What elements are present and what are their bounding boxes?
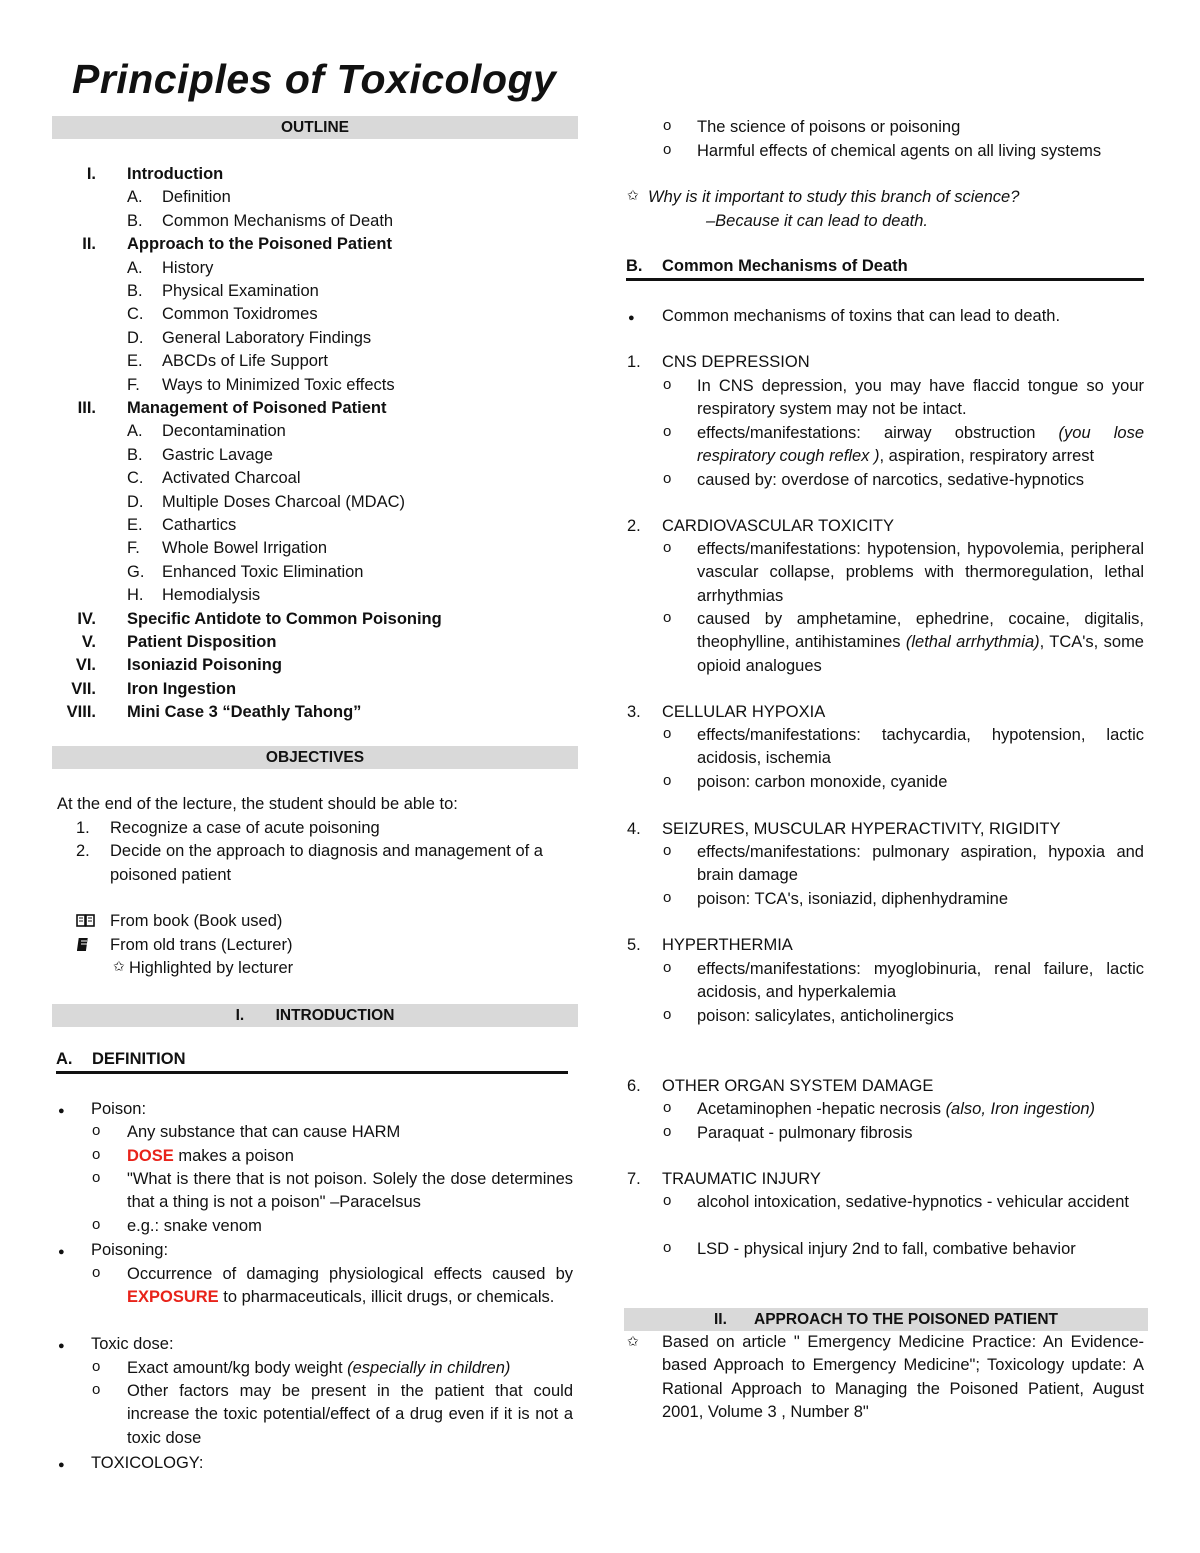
mechanism-detail: effects/manifestations: pulmonary aspiration, hypoxia and brain damage <box>697 843 1144 885</box>
ring-bullet-icon: o <box>92 1216 101 1233</box>
bullet-icon: ● <box>58 1459 65 1471</box>
outline-item-label: Physical Examination <box>162 282 319 300</box>
objective-num: 1. <box>76 819 90 837</box>
outline-section-label: Approach to the Poisoned Patient <box>127 235 392 254</box>
poison-item-text: makes a poison <box>173 1147 294 1165</box>
toxic-dose-note: (especially in children) <box>347 1359 511 1377</box>
mechanism-detail: LSD - physical injury 2nd to fall, combative behavior <box>697 1240 1076 1258</box>
mechanism-title: HYPERTHERMIA <box>662 936 793 954</box>
mechanism-detail: poison: TCA's, isoniazid, diphenhydramine <box>697 890 1009 908</box>
outline-item-letter: H. <box>127 586 144 605</box>
outline-item-letter: A. <box>127 422 143 441</box>
ring-bullet-icon: o <box>663 470 672 487</box>
outline-item-label: Common Toxidromes <box>162 305 318 324</box>
outline-section-num: I. <box>86 165 96 183</box>
dose-highlight: DOSE <box>127 1147 174 1165</box>
mechanism-detail: poison: carbon monoxide, cyanide <box>697 773 948 791</box>
detail-note: (also, Iron ingestion) <box>945 1100 1096 1118</box>
mechanism-detail: alcohol intoxication, sedative-hypnotics - vehicular accident <box>697 1193 1129 1211</box>
detail-text: , TCA's, some opioid analogues <box>697 633 1144 675</box>
outline-item-letter: C. <box>127 469 144 488</box>
ring-bullet-icon: o <box>663 842 672 859</box>
ring-bullet-icon: o <box>663 1123 672 1140</box>
poisoning-text: Occurrence of damaging physiological effects caused by <box>127 1265 573 1283</box>
outline-item-letter: D. <box>127 328 144 347</box>
bullet-icon: ● <box>58 1340 65 1352</box>
outline-section-num: IV. <box>77 609 96 628</box>
toxicology-item: Harmful effects of chemical agents on all living systems <box>697 142 1102 160</box>
detail-text: Acetaminophen -hepatic necrosis <box>697 1100 946 1118</box>
mechanism-title: SEIZURES, MUSCULAR HYPERACTIVITY, RIGIDITY <box>662 820 1061 838</box>
approach-reference: Based on article " Emergency Medicine Practice: An Evidence-based Approach to Emergency Medicine"; Toxicology update: A Rational Approach to Managing the Poisoned Patient, August 2001, Volume 3 , Number 8" <box>662 1333 1144 1422</box>
toxicology-label: TOXICOLOGY: <box>91 1454 204 1472</box>
ring-bullet-icon: o <box>663 1239 672 1256</box>
poison-item: e.g.: snake venom <box>127 1217 262 1235</box>
outline-section-label: Mini Case 3 “Deathly Tahong” <box>127 703 362 722</box>
outline-item-label: ABCDs of Life Support <box>162 352 328 371</box>
subsection-title: DEFINITION <box>92 1050 186 1068</box>
mechanism-title: CELLULAR HYPOXIA <box>662 703 826 721</box>
poisoning-label: Poisoning: <box>91 1241 169 1259</box>
notepad-icon <box>77 936 91 954</box>
why-answer: –Because it can lead to death. <box>706 212 928 230</box>
mechanism-detail: poison: salicylates, anticholinergics <box>697 1007 954 1025</box>
mechanism-title: CARDIOVASCULAR TOXICITY <box>662 517 894 535</box>
objective-text: Recognize a case of acute poisoning <box>110 819 380 837</box>
mechanism-detail <box>697 1098 1095 1121</box>
ring-bullet-icon: o <box>92 1381 101 1398</box>
outline-item-letter: E. <box>127 516 143 534</box>
outline-item-letter: F. <box>127 375 140 394</box>
mechanism-title: CNS DEPRESSION <box>662 353 810 371</box>
mechanism-num: 6. <box>627 1077 641 1095</box>
ring-bullet-icon: o <box>663 376 672 393</box>
definition-header <box>56 1050 568 1074</box>
outline-section-num: II. <box>82 235 96 254</box>
outline-section-num: V. <box>81 633 96 651</box>
mechanism-num: 1. <box>627 353 641 371</box>
poison-item: Any substance that can cause HARM <box>127 1123 401 1141</box>
outline-item-letter: B. <box>127 211 143 230</box>
mechanism-num: 2. <box>627 517 641 535</box>
outline-item-letter: B. <box>127 282 143 300</box>
poison-item <box>127 1145 294 1168</box>
outline-section-num: III. <box>77 399 96 417</box>
star-icon: ✩ <box>627 187 639 203</box>
mechanism-detail: effects/manifestations: hypotension, hypovolemia, peripheral vascular collapse, problems with thermoregulation, lethal arrhythmias <box>697 540 1144 605</box>
legend-book: From book (Book used) <box>110 912 283 930</box>
outline-section-label: Introduction <box>127 165 224 183</box>
page-title: Principles of Toxicology <box>72 56 557 102</box>
ring-bullet-icon: o <box>92 1146 101 1163</box>
outline-item-label: Gastric Lavage <box>162 445 273 464</box>
poisoning-definition <box>127 1263 573 1310</box>
ring-bullet-icon: o <box>663 1006 672 1023</box>
toxic-dose-label: Toxic dose: <box>91 1335 174 1353</box>
ring-bullet-icon: o <box>663 423 672 440</box>
outline-item-letter: C. <box>127 305 144 324</box>
mechanism-detail: effects/manifestations: tachycardia, hypotension, lactic acidosis, ischemia <box>697 726 1144 768</box>
outline-item-label: Hemodialysis <box>162 586 261 605</box>
toxic-dose-item <box>127 1357 510 1380</box>
mechanisms-intro: Common mechanisms of toxins that can lead to death. <box>662 307 1061 325</box>
objectives-intro: At the end of the lecture, the student should be able to: <box>57 795 458 813</box>
ring-bullet-icon: o <box>663 725 672 742</box>
outline-item-label: Multiple Doses Charcoal (MDAC) <box>162 492 405 511</box>
section-title: INTRODUCTION <box>275 1007 395 1024</box>
ring-bullet-icon: o <box>92 1169 101 1186</box>
outline-item-label: Definition <box>162 188 231 207</box>
subsection-title: Common Mechanisms of Death <box>662 257 908 275</box>
mechanism-detail: caused by: overdose of narcotics, sedative-hypnotics <box>697 471 1085 489</box>
objectives-header: OBJECTIVES <box>52 746 578 769</box>
outline-item-label: Enhanced Toxic Elimination <box>162 562 364 581</box>
mechanism-detail <box>697 608 1144 678</box>
outline-section-label: Management of Poisoned Patient <box>127 399 387 417</box>
outline-section-num: VII. <box>71 679 96 698</box>
approach-header <box>624 1308 1148 1331</box>
why-question: Why is it important to study this branch of science? <box>648 188 1020 206</box>
mechanism-num: 7. <box>627 1170 641 1188</box>
outline-item-letter: F. <box>127 539 140 558</box>
book-icon <box>76 913 96 929</box>
ring-bullet-icon: o <box>663 959 672 976</box>
ring-bullet-icon: o <box>663 772 672 789</box>
detail-note: (lethal arrhythmia) <box>905 633 1040 652</box>
outline-item-label: History <box>162 258 214 277</box>
mechanism-detail <box>697 422 1144 469</box>
ring-bullet-icon: o <box>92 1358 101 1375</box>
outline-header: OUTLINE <box>52 116 578 139</box>
legend-highlight: Highlighted by lecturer <box>129 959 294 977</box>
outline-section-label: Patient Disposition <box>127 633 277 651</box>
outline-item-letter: E. <box>127 352 143 371</box>
outline-item-label: Decontamination <box>162 422 286 441</box>
section-title: APPROACH TO THE POISONED PATIENT <box>754 1311 1058 1328</box>
ring-bullet-icon: o <box>92 1122 101 1139</box>
bullet-icon: ● <box>58 1246 65 1258</box>
outline-item-label: Cathartics <box>162 516 237 534</box>
mechanism-detail: Paraquat - pulmonary fibrosis <box>697 1124 913 1142</box>
legend-trans: From old trans (Lecturer) <box>110 936 293 954</box>
mechanism-detail: effects/manifestations: myoglobinuria, renal failure, lactic acidosis, and hyperkalemia <box>697 960 1144 1002</box>
ring-bullet-icon: o <box>92 1264 101 1281</box>
star-icon: ✩ <box>627 1333 639 1349</box>
detail-text: effects/manifestations: airway obstruction <box>697 424 1059 442</box>
outline-section-label: Iron Ingestion <box>127 679 237 698</box>
objective-text: Decide on the approach to diagnosis and management of a <box>110 842 543 860</box>
detail-note: (you lose respiratory cough reflex ) <box>697 424 1144 466</box>
poisoning-text: to pharmaceuticals, illicit drugs, or chemicals. <box>218 1288 555 1307</box>
objective-num: 2. <box>76 842 90 860</box>
exposure-highlight: EXPOSURE <box>127 1288 219 1307</box>
detail-text: caused by amphetamine, ephedrine, cocaine, digitalis, theophylline, antihistamines <box>697 610 1144 652</box>
outline-section-label: Isoniazid Poisoning <box>127 656 282 675</box>
outline-item-label: General Laboratory Findings <box>162 328 372 347</box>
ring-bullet-icon: o <box>663 539 672 556</box>
ring-bullet-icon: o <box>663 609 672 626</box>
outline-item-letter: G. <box>127 562 145 581</box>
outline-item-label: Activated Charcoal <box>162 469 301 488</box>
outline-section-num: VI. <box>75 656 96 675</box>
poison-label: Poison: <box>91 1100 147 1118</box>
mechanism-num: 3. <box>627 703 641 721</box>
ring-bullet-icon: o <box>663 889 672 906</box>
ring-bullet-icon: o <box>663 141 672 158</box>
outline-section-label: Specific Antidote to Common Poisoning <box>127 609 442 628</box>
outline-item-letter: D. <box>127 492 144 511</box>
bullet-icon: ● <box>628 312 635 324</box>
objective-text: poisoned patient <box>110 866 232 884</box>
toxic-dose-item: Other factors may be present in the patient that could increase the toxic potential/effect of a drug even if it is not a toxic dose <box>127 1382 573 1447</box>
mechanism-detail: In CNS depression, you may have flaccid tongue so your respiratory system may not be intact. <box>697 377 1144 419</box>
mechanisms-header <box>626 257 1144 281</box>
toxic-dose-text: Exact amount/kg body weight <box>127 1359 348 1377</box>
outline-item-label: Common Mechanisms of Death <box>162 211 394 230</box>
subsection-num: B. <box>626 257 643 275</box>
ring-bullet-icon: o <box>663 117 672 134</box>
star-icon: ✩ <box>113 958 125 974</box>
paracelsus-quote: "What is there that is not poison. Solely the dose determines that a thing is not a poison" –Paracelsus <box>127 1170 573 1212</box>
mechanism-num: 5. <box>627 936 641 954</box>
mechanism-title: TRAUMATIC INJURY <box>662 1170 821 1188</box>
section-num: II. <box>714 1311 727 1328</box>
introduction-header <box>52 1004 578 1027</box>
mechanism-num: 4. <box>627 820 641 838</box>
subsection-num: A. <box>56 1050 73 1068</box>
detail-text: , aspiration, respiratory arrest <box>879 447 1095 466</box>
outline-item-letter: A. <box>127 188 143 207</box>
outline-item-label: Ways to Minimized Toxic effects <box>162 375 395 394</box>
section-num: I. <box>235 1007 245 1024</box>
mechanism-title: OTHER ORGAN SYSTEM DAMAGE <box>662 1077 934 1095</box>
toxicology-item: The science of poisons or poisoning <box>697 118 961 136</box>
bullet-icon: ● <box>58 1105 65 1117</box>
outline-item-letter: B. <box>127 445 143 464</box>
outline-item-label: Whole Bowel Irrigation <box>162 539 328 558</box>
outline-section-num: VIII. <box>66 703 96 722</box>
ring-bullet-icon: o <box>663 1099 672 1116</box>
outline-item-letter: A. <box>127 258 143 277</box>
ring-bullet-icon: o <box>663 1192 672 1209</box>
